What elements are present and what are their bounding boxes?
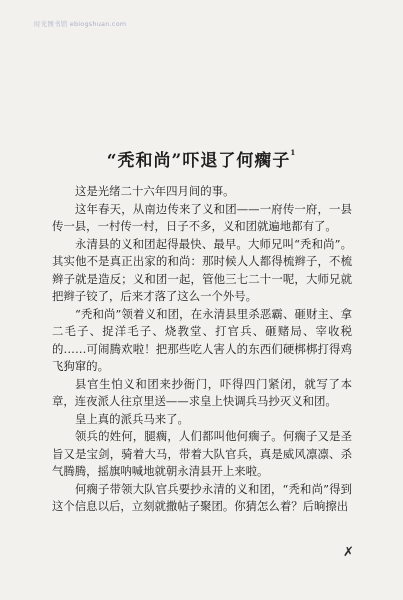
- title-text: “秃和尚”吓退了何瘸子: [106, 151, 291, 171]
- paragraph-2: 这年春天，从南边传来了义和团——一府传一府，一县传一县，一村传一村，日子不多，义和团就遍地都有了。: [52, 201, 352, 233]
- paragraph-7: 领兵的姓何，腿瘸，人们都叫他何瘸子。何瘸子又是圣旨又是宝剑，骑着大马，带着大队官兵，真是威风凛凛、杀气腾腾，摇旗呐喊地就朝永清县开上来啦。: [52, 429, 352, 478]
- paragraph-3: 永清县的义和团起得最快、最早。大师兄叫“秃和尚”。其实他不是真正出家的和尚：那时候人人都得梳辫子，不梳辫子就是造反；义和团一起，管他三七二十一呢，大师兄就把辫子铰了，后来才落了这么一个外号。: [52, 236, 352, 303]
- handwritten-mark: ✗: [343, 545, 354, 560]
- footnote-marker: 1: [290, 148, 297, 157]
- body-text: [52, 183, 352, 516]
- paragraph-6: 皇上真的派兵马来了。: [75, 411, 189, 426]
- paragraph-8: 何瘸子带领大队官兵要抄永清的义和团，“秃和尚”得到这个信息以后，立刻就撒帖子聚团。你猜怎么着？后晌擦出: [52, 481, 352, 513]
- page-title: [0, 146, 403, 171]
- paragraph-4: “秃和尚”领着义和团，在永清县里杀恶霸、砸财主、拿二毛子、捉洋毛子、烧教堂、打官兵、砸赌局、宰收税的……可闹腾欢啦！把那些吃人害人的东西们硬梆梆打得鸡飞狗窜的。: [52, 306, 352, 373]
- watermark: 时光图书馆 ebiogshuan.com: [34, 20, 127, 28]
- paragraph-5: 县官生怕义和团来抄衙门，吓得四门紧闭，就写了本章，连夜派人往京里送——求皇上快调兵马抄灭义和团。: [52, 376, 352, 408]
- paragraph-1: 这是光绪二十六年四月间的事。: [75, 184, 235, 198]
